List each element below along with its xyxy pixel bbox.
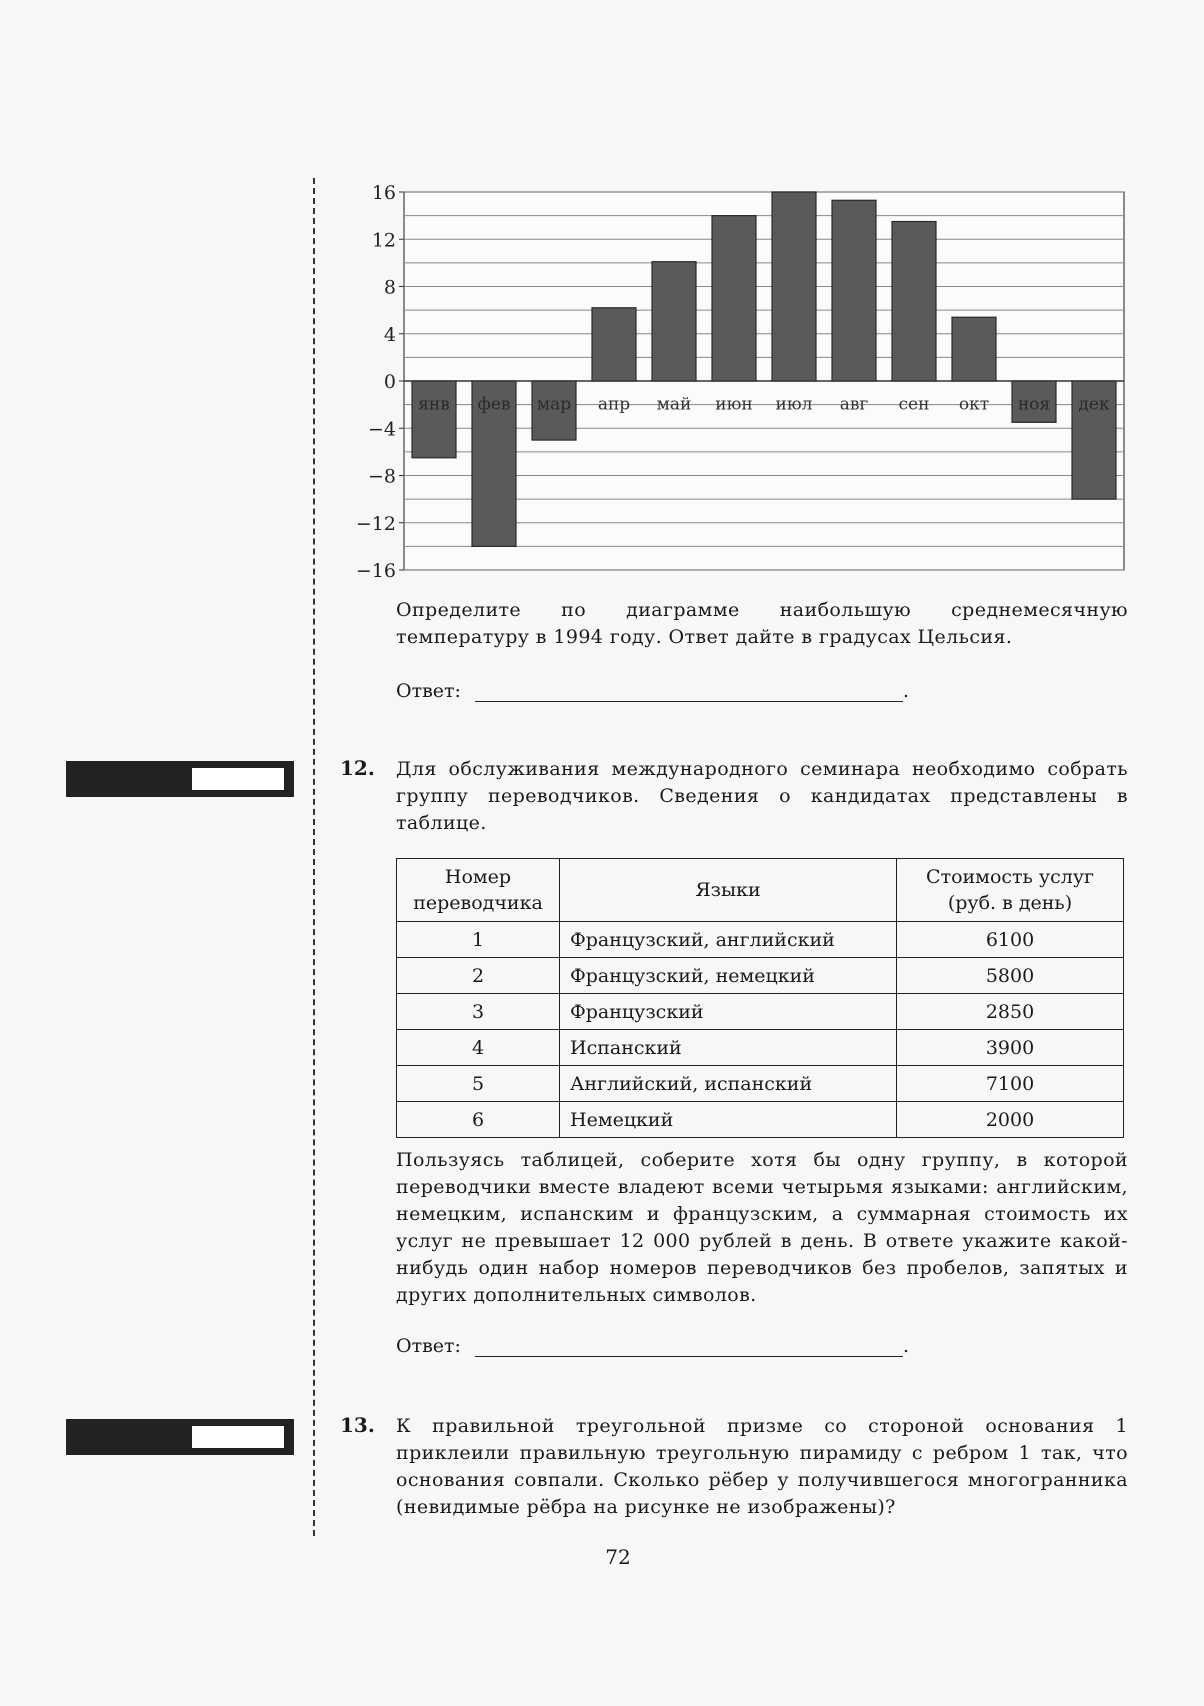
q12-number: 12. — [340, 756, 375, 780]
y-tick-label: −8 — [367, 465, 396, 488]
bar — [892, 222, 936, 381]
answer-box-13 — [66, 1419, 294, 1455]
answer-label: Ответ: — [396, 680, 461, 702]
header-cost: Стоимость услуг (руб. в день) — [897, 859, 1124, 922]
page-number: 72 — [605, 1545, 631, 1569]
cell-cost: 6100 — [897, 922, 1124, 958]
q12-intro: Для обслуживания международного семинара необходимо собрать группу переводчиков. Сведения о кандидатах представлены в таблице. — [396, 758, 1128, 834]
y-tick-label: 0 — [383, 371, 396, 393]
temperature-chart — [350, 180, 1130, 580]
cell-cost: 3900 — [897, 1030, 1124, 1066]
q11-answer: Ответ: . — [396, 680, 909, 702]
cell-cost: 2000 — [897, 1102, 1124, 1138]
cell-languages: Английский, испанский — [560, 1066, 897, 1102]
answer-box-field[interactable] — [192, 1426, 284, 1448]
table-row — [397, 994, 1124, 1030]
x-category-label: июн — [715, 394, 753, 415]
y-tick-label: 12 — [371, 229, 396, 252]
q12-task: Пользуясь таблицей, соберите хотя бы одну группу, в которой переводчики вместе владеют всеми четырьмя языками: английским, немецким, испанским и французским, а суммарная стоимость их услуг не превышает 12 000 рублей в день. В ответе укажите какой-нибудь один набор номеров переводчиков без пробелов, запятых и других дополнительных символов. — [396, 1149, 1128, 1306]
cell-cost: 2850 — [897, 994, 1124, 1030]
y-tick-label: 16 — [371, 182, 396, 204]
table-row — [397, 958, 1124, 994]
bar — [592, 308, 636, 381]
cell-languages: Французский — [560, 994, 897, 1030]
answer-input-line[interactable] — [475, 1336, 903, 1357]
x-category-label: сен — [898, 394, 930, 415]
bar — [772, 192, 816, 381]
y-tick-label: 8 — [383, 276, 396, 299]
header-number: Номер переводчика — [397, 859, 560, 922]
bar — [952, 317, 996, 381]
x-category-label: июл — [775, 394, 813, 415]
bar — [712, 216, 756, 381]
header-languages: Языки — [560, 859, 897, 922]
y-tick-label: −16 — [355, 560, 396, 580]
answer-input-line[interactable] — [475, 681, 903, 702]
cell-languages: Немецкий — [560, 1102, 897, 1138]
table-row — [397, 1066, 1124, 1102]
cell-number: 6 — [397, 1102, 560, 1138]
cell-number: 4 — [397, 1030, 560, 1066]
cell-languages: Испанский — [560, 1030, 897, 1066]
cell-cost: 5800 — [897, 958, 1124, 994]
y-tick-label: −4 — [367, 418, 396, 441]
q13-text: К правильной треугольной призме со стороной основания 1 приклеили правильную треугольную пирамиду с ребром 1 так, что основания совпали. Сколько рёбер у получившегося многогранника (невидимые рёбра на рисунке не изображены)? — [396, 1415, 1128, 1518]
x-category-label: окт — [958, 394, 990, 415]
table-row — [397, 1030, 1124, 1066]
cell-number: 2 — [397, 958, 560, 994]
cut-line — [313, 178, 315, 1536]
bar — [832, 200, 876, 381]
y-tick-label: 4 — [383, 323, 396, 346]
q13-number: 13. — [340, 1413, 375, 1437]
x-category-label: авг — [839, 394, 869, 415]
cell-number: 5 — [397, 1066, 560, 1102]
cell-number: 1 — [397, 922, 560, 958]
table-row — [397, 922, 1124, 958]
bar — [412, 381, 456, 458]
x-category-label: ноя — [1017, 394, 1051, 415]
bar — [652, 262, 696, 381]
q11-text: Определите по диаграмме наибольшую среднемесячную температуру в 1994 году. Ответ дайте в градусах Цельсия. — [396, 599, 1128, 648]
answer-box-field[interactable] — [192, 768, 284, 790]
q12-answer: Ответ: . — [396, 1335, 909, 1357]
cell-languages: Французский, английский — [560, 922, 897, 958]
x-category-label: дек — [1078, 394, 1110, 415]
x-category-label: мар — [536, 394, 572, 415]
answer-box-12 — [66, 761, 294, 797]
cell-languages: Французский, немецкий — [560, 958, 897, 994]
answer-label: Ответ: — [396, 1335, 461, 1357]
x-category-label: фев — [477, 394, 511, 415]
x-category-label: янв — [418, 394, 450, 415]
table-row — [397, 1102, 1124, 1138]
cell-number: 3 — [397, 994, 560, 1030]
x-category-label: май — [656, 394, 692, 415]
y-tick-label: −12 — [355, 512, 396, 535]
x-category-label: апр — [597, 394, 631, 415]
translators-table — [396, 858, 1124, 1138]
cell-cost: 7100 — [897, 1066, 1124, 1102]
